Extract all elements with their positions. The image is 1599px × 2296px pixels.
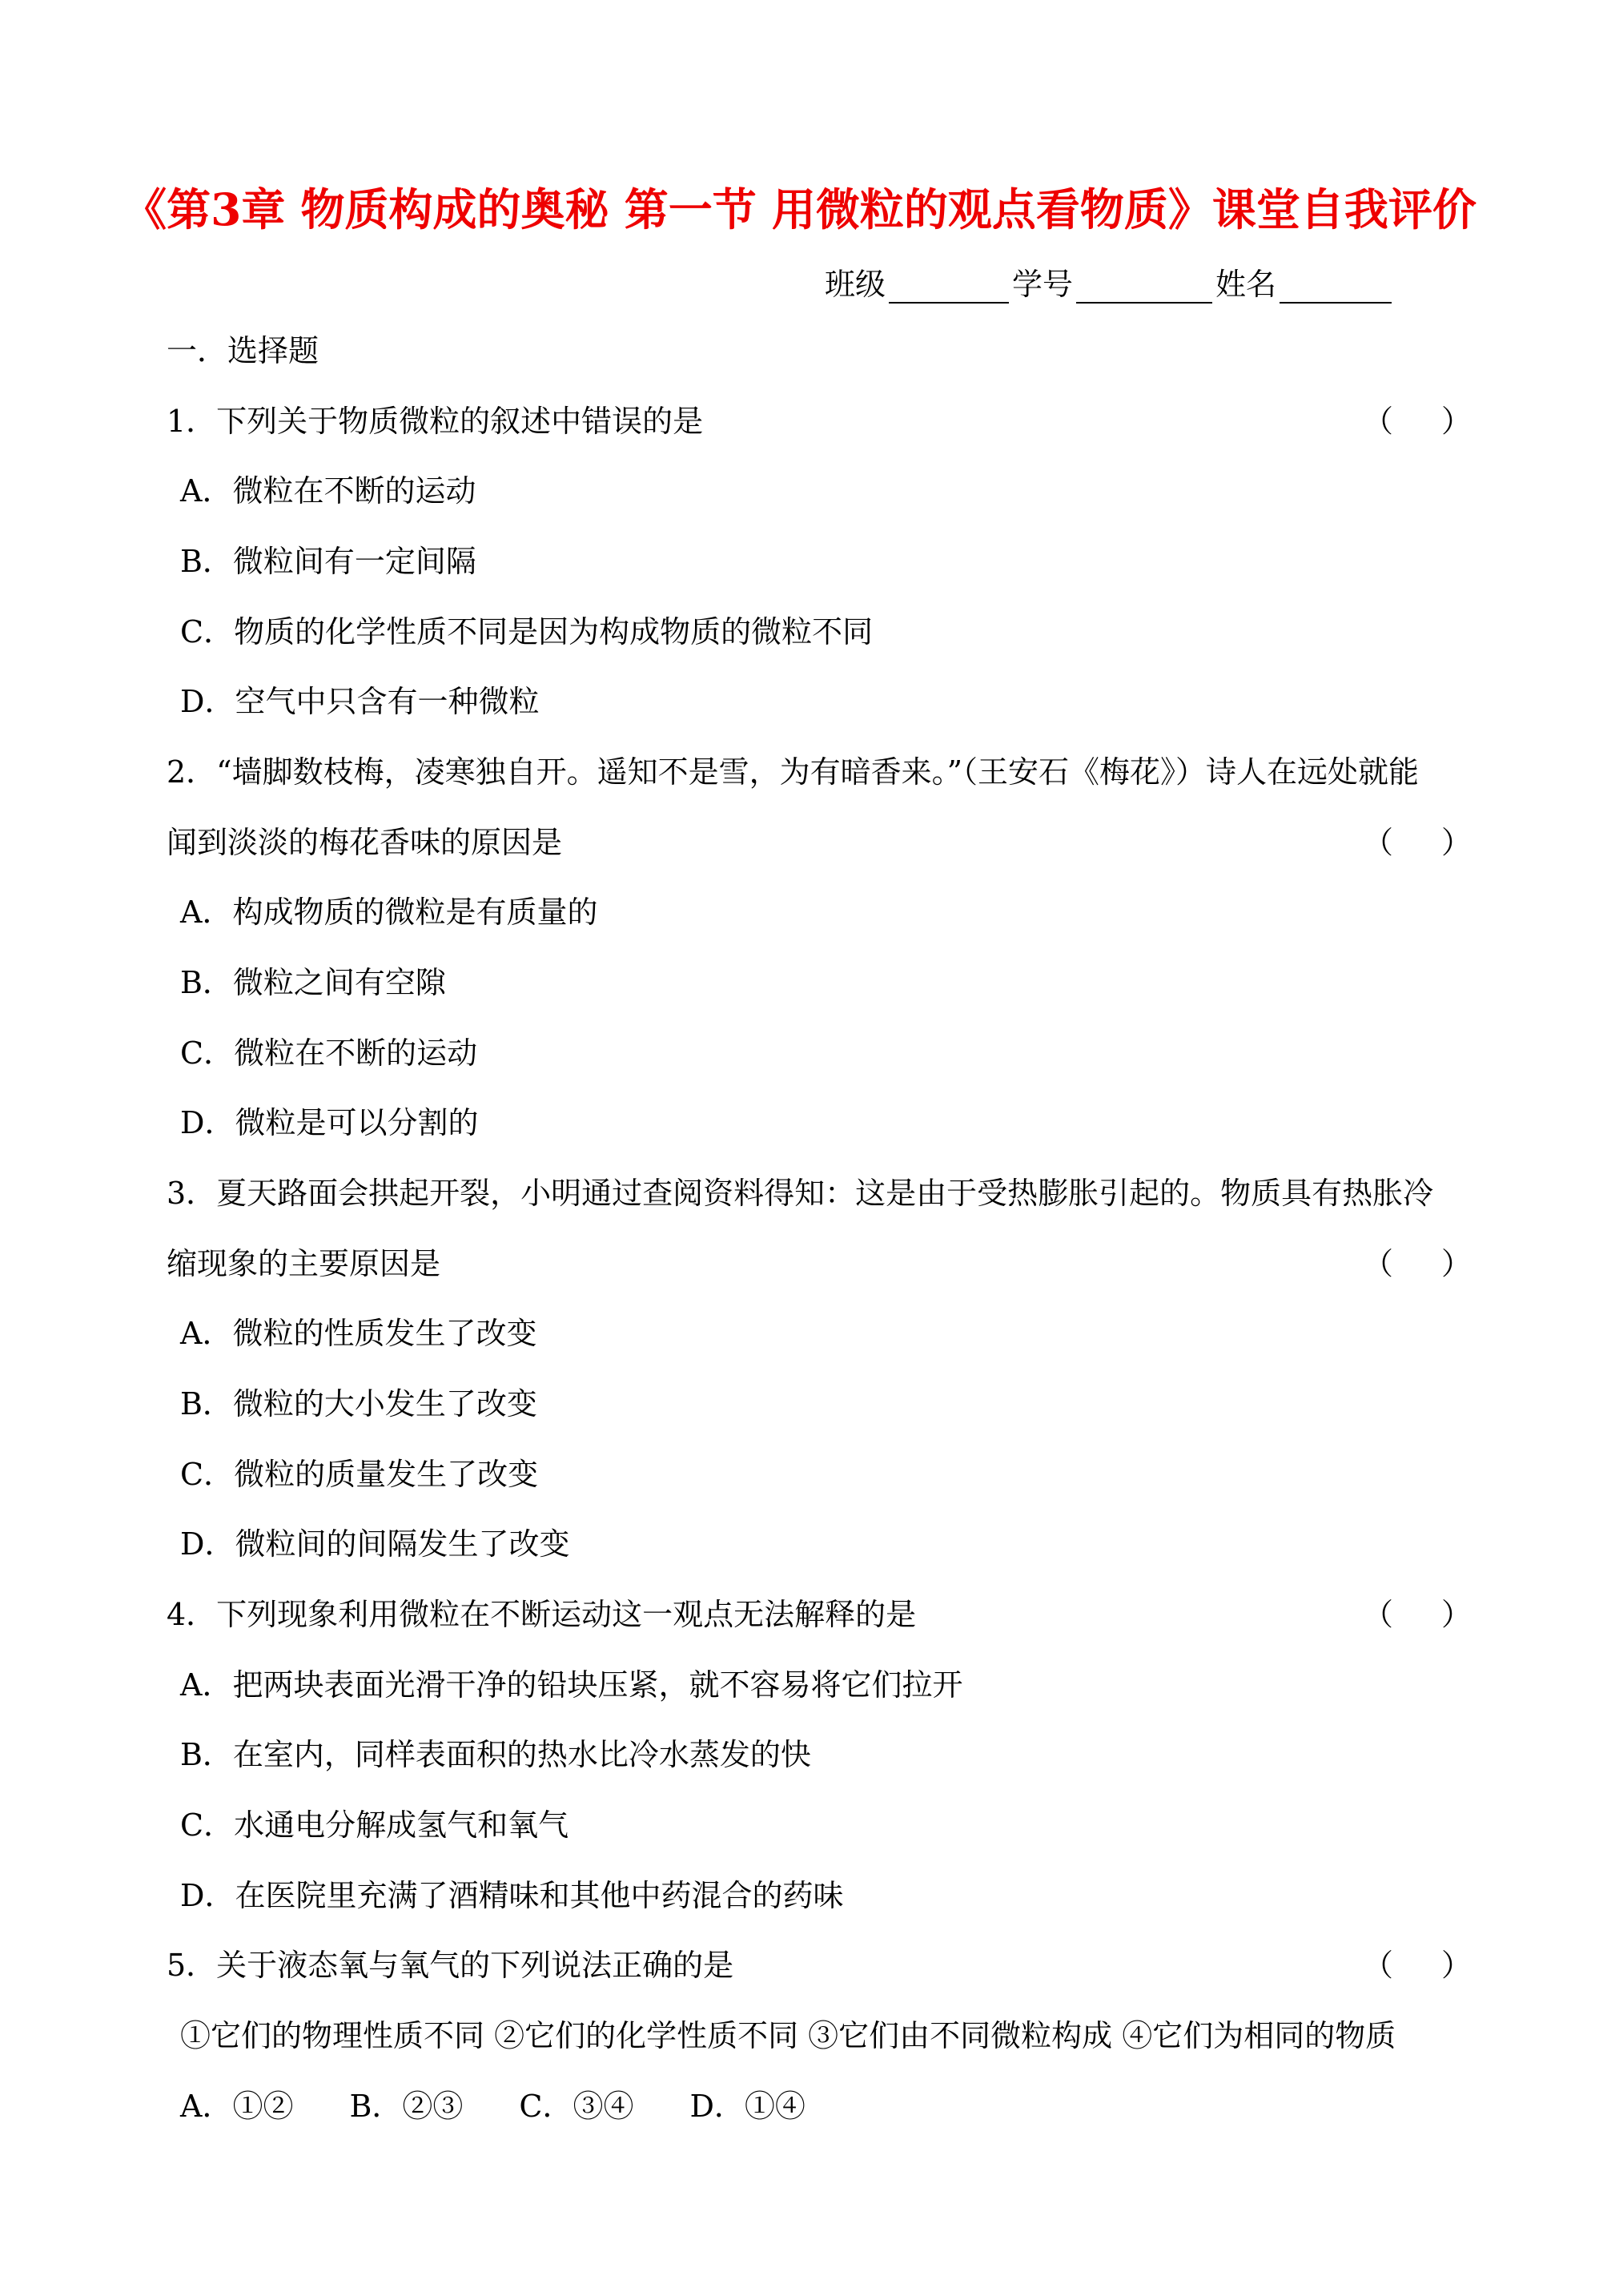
question-5-option-d: D．①④ — [689, 2089, 806, 2124]
question-5-option-a: A．①② — [180, 2089, 294, 2124]
question-1-stem: 1．下列关于物质微粒的叙述中错误的是 — [167, 404, 704, 439]
question-2-stem-line-1: 2．“墙脚数枝梅，凌寒独自开。遥知不是雪，为有暗香来。”（王安石《梅花》）诗人在远处就能 — [167, 754, 1420, 790]
answer-bracket-4[interactable] — [1363, 1595, 1472, 1634]
student-info-line — [825, 259, 1395, 304]
question-4-option-a: A．把两块表面光滑干净的铅块压紧，就不容易将它们拉开 — [180, 1667, 963, 1703]
question-1-option-a: A．微粒在不断的运动 — [180, 473, 476, 509]
question-2-option-b: B．微粒之间有空隙 — [180, 965, 446, 1000]
answer-bracket-1[interactable] — [1363, 402, 1472, 440]
answer-bracket-2[interactable] — [1363, 823, 1472, 862]
question-3-option-c: C．微粒的质量发生了改变 — [180, 1457, 539, 1492]
name-label: 姓名 — [1215, 267, 1277, 302]
answer-bracket-5[interactable] — [1363, 1946, 1472, 1984]
bracket-close: ） — [1441, 825, 1472, 860]
bracket-open: （ — [1363, 1246, 1394, 1281]
bracket-close: ） — [1441, 1246, 1472, 1281]
bracket-open: （ — [1363, 404, 1394, 439]
question-1-option-b: B．微粒间有一定间隔 — [180, 544, 476, 579]
question-4-option-c: C．水通电分解成氢气和氧气 — [180, 1807, 569, 1843]
question-4-option-b: B．在室内，同样表面积的热水比冷水蒸发的快 — [180, 1737, 811, 1772]
question-5-option-b: B．②③ — [349, 2089, 464, 2124]
question-5-options-row — [180, 2087, 806, 2125]
bracket-open: （ — [1363, 825, 1394, 860]
question-4-option-d: D．在医院里充满了酒精味和其他中药混合的药味 — [180, 1878, 844, 1913]
question-4-stem: 4．下列现象利用微粒在不断运动这一观点无法解释的是 — [167, 1597, 917, 1632]
bracket-close: ） — [1441, 1597, 1472, 1632]
document-title: 《第3章 物质构成的奥秘 第一节 用微粒的观点看物质》课堂自我评价 — [123, 183, 1476, 235]
class-blank[interactable] — [889, 270, 1009, 304]
number-blank[interactable] — [1076, 270, 1212, 304]
question-2-option-d: D．微粒是可以分割的 — [180, 1105, 479, 1140]
question-5-option-c: C．③④ — [519, 2089, 634, 2124]
question-3-stem-line-2: 缩现象的主要原因是 — [167, 1246, 441, 1281]
question-3-option-a: A．微粒的性质发生了改变 — [180, 1316, 537, 1351]
number-label: 学号 — [1012, 267, 1074, 302]
question-2-option-a: A．构成物质的微粒是有质量的 — [180, 895, 598, 930]
question-1-option-d: D．空气中只含有一种微粒 — [180, 684, 540, 719]
question-2-option-c: C．微粒在不断的运动 — [180, 1035, 478, 1071]
bracket-close: ） — [1441, 404, 1472, 439]
section-heading: 一．选择题 — [167, 333, 319, 368]
bracket-close: ） — [1441, 1948, 1472, 1983]
answer-bracket-3[interactable] — [1363, 1245, 1472, 1283]
question-5-statements: ①它们的物理性质不同 ②它们的化学性质不同 ③它们由不同微粒构成 ④它们为相同的物质 — [180, 2018, 1396, 2053]
question-2-stem-line-2: 闻到淡淡的梅花香味的原因是 — [167, 825, 563, 860]
class-label: 班级 — [825, 267, 886, 302]
question-3-stem-line-1: 3．夏天路面会拱起开裂，小明通过查阅资料得知：这是由于受热膨胀引起的。物质具有热胀冷 — [167, 1176, 1434, 1211]
question-3-option-d: D．微粒间的间隔发生了改变 — [180, 1526, 570, 1562]
question-5-stem: 5．关于液态氧与氧气的下列说法正确的是 — [167, 1948, 734, 1983]
question-3-option-b: B．微粒的大小发生了改变 — [180, 1386, 537, 1421]
bracket-open: （ — [1363, 1948, 1394, 1983]
bracket-open: （ — [1363, 1597, 1394, 1632]
name-blank[interactable] — [1280, 270, 1392, 304]
question-1-option-c: C．物质的化学性质不同是因为构成物质的微粒不同 — [180, 614, 874, 649]
